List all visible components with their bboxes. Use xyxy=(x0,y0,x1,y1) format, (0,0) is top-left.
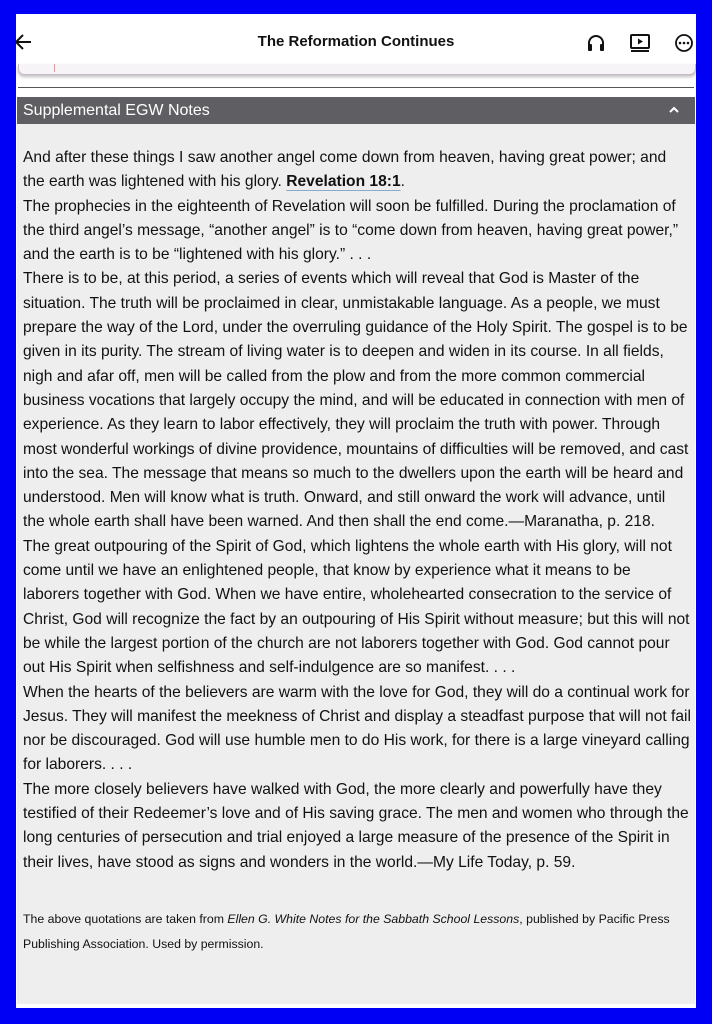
collapsed-card-edge xyxy=(18,64,696,75)
paragraph xyxy=(23,146,691,195)
scripture-reference-link[interactable]: Revelation 18:1 xyxy=(286,173,401,191)
section-header[interactable] xyxy=(17,97,695,124)
verse-text: And after these things I saw another angel come down from heaven, having great power; and the earth was lightened with his glory. xyxy=(23,149,667,191)
notes-content xyxy=(23,146,691,875)
more-options-icon[interactable] xyxy=(672,31,696,55)
paragraph: The great outpouring of the Spirit of God, which lightens the whole earth with His glory, will not come until we have an enlightened people, that know by experience what it means to be laborers together with God. When we have entire, wholehearted consecration to the service of Christ, God will recognize the fact by an outpouring of His Spirit without measure; but this will not be while the largest portion of the church are not laborers together with God. God cannot pour out His Spirit when selfishness and self-indulgence are so manifest. . . . xyxy=(23,537,690,677)
credit-text-end: , published by Pacific Press Publishing Association. Used by permission. xyxy=(23,912,670,951)
supplemental-notes-section xyxy=(17,97,695,1004)
paragraph: When the hearts of the believers are warm with the love for God, they will do a continual work for Jesus. They will manifest the meekness of Christ and display a steadfast purpose that will not fail nor be discouraged. God will use humble men to do His work, for there is a large vineyard calling for laborers. . . . xyxy=(23,683,691,774)
paragraph: The more closely believers have walked with God, the more clearly and powerfully have they testified of their Redeemer’s love and of His saving grace. The men and women who through the long centuries of persecution and trial enjoyed a large measure of the presence of the Spirit in their lives, have stood as signs and wonders in the world.—My Life Today, p. 59. xyxy=(23,780,689,871)
verse-end: . xyxy=(400,173,405,191)
top-app-bar xyxy=(16,14,696,70)
attribution-note xyxy=(23,907,688,957)
paragraph: There is to be, at this period, a series of events which will reveal that God is Master of the situation. The truth will be proclaimed in clear, unmistakable language. As a people, we must prepare the way of the Lord, under the overruling guidance of the Holy Spirit. The gospel is to be given in its purity. The stream of living water is to deepen and widen in its course. In all fields, nigh and afar off, men will be called from the plow and from the more common commercial business vocations that largely occupy the mind, and will be educated in connection with men of experience. As they learn to labor effectively, they will proclaim the truth with power. Through most wonderful workings of divine providence, mountains of difficulties will be removed, and cast into the sea. The message that means so much to the dwellers upon the earth will be heard and understood. Men will know what is truth. Onward, and still onward the work will advance, until the whole earth shall have been warned. And then shall the end come.—Maranatha, p. 218. xyxy=(23,270,689,531)
credit-text: The above quotations are taken from xyxy=(23,912,228,926)
credit-book-title: Ellen G. White Notes for the Sabbath School Lessons xyxy=(227,912,520,926)
section-title: Supplemental EGW Notes xyxy=(23,101,210,119)
chevron-up-icon[interactable] xyxy=(667,103,681,117)
divider xyxy=(18,87,694,88)
paragraph: The prophecies in the eighteenth of Revelation will soon be fulfilled. During the proclamation of the third angel’s message, “another angel” is to “come down from heaven, having great power,” and the earth is to be “lightened with his glory.” . . . xyxy=(23,197,679,264)
video-play-icon[interactable] xyxy=(628,31,652,55)
page-title: The Reformation Continues xyxy=(257,33,455,50)
app-window xyxy=(16,14,696,1008)
headphones-icon[interactable] xyxy=(584,31,608,55)
card-marker xyxy=(54,64,55,72)
